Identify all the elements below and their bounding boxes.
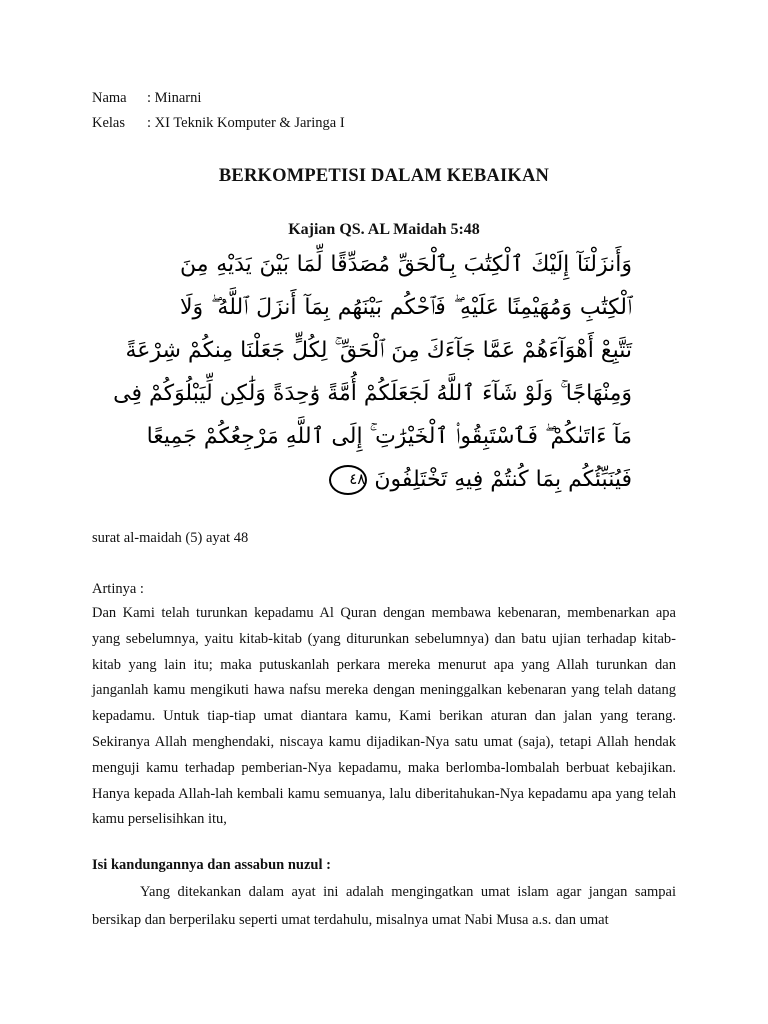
arabic-line: مَآ ءَاتَىٰكُمْ ۖ فَٱسْتَبِقُوا۟ ٱلْخَيْرَٰتِ ۚ إِلَى ٱللَّهِ مَرْجِعُكُمْ جَمِيعًا bbox=[146, 424, 632, 449]
class-value: : XI Teknik Komputer & Jaringa I bbox=[147, 115, 345, 131]
ayah-number-marker: ٤٨ bbox=[329, 465, 367, 495]
name-value: : Minarni bbox=[147, 90, 202, 106]
section-heading: Isi kandungannya dan assabun nuzul : bbox=[92, 857, 331, 873]
section-paragraph: Yang ditekankan dalam ayat ini adalah mengingatkan umat islam agar jangan sampai bersikap dan berperilaku seperti umat terdahulu, misalnya umat Nabi Musa a.s. dan umat bbox=[92, 884, 676, 928]
arabic-line: ٱلْكِتَٰبِ وَمُهَيْمِنًا عَلَيْهِ ۖ فَٱحْكُم بَيْنَهُم بِمَآ أَنزَلَ ٱللَّهُ ۖ وَلَا bbox=[180, 295, 632, 320]
translation-label: Artinya : bbox=[92, 581, 144, 597]
name-label: Nama bbox=[92, 90, 127, 106]
arabic-line-text: فَيُنَبِّئُكُم بِمَا كُنتُمْ فِيهِ تَخْتَلِفُونَ bbox=[374, 467, 632, 492]
student-name-row bbox=[92, 89, 201, 107]
student-class-row bbox=[92, 114, 345, 132]
translation-paragraph: Dan Kami telah turunkan kepadamu Al Quran dengan membawa kebenaran, membenarkan apa yang sebelumnya, yaitu kitab-kitab (yang diturunkan sebelumnya) dan batu ujian terhadap kitab-kitab yang lain itu; maka putuskanlah perkara mereka menurut apa yang Allah turunkan dan janganlah kamu mengikuti hawa nafsu mereka dengan meninggalkan kebenaran yang telah datang kepadamu. Untuk tiap-tiap umat diantara kamu, Kami berikan aturan dan jalan yang terang. Sekiranya Allah menghendaki, niscaya kamu dijadikan-Nya satu umat (saja), tetapi Allah hendak menguji kamu terhadap pemberian-Nya kepadamu, maka berlomba-lombalah berbuat kebajikan. Hanya kepada Allah-lah kembali kamu semuanya, lalu diberitahukan-Nya kepadamu apa yang telah kamu perselisihkan itu, bbox=[92, 605, 676, 828]
arabic-line: تَتَّبِعْ أَهْوَآءَهُمْ عَمَّا جَآءَكَ مِنَ ٱلْحَقِّ ۚ لِكُلٍّ جَعَلْنَا مِنكُمْ شِرْعَةً bbox=[125, 338, 632, 363]
surah-reference: surat al-maidah (5) ayat 48 bbox=[92, 530, 249, 546]
class-label: Kelas bbox=[92, 115, 126, 131]
document-title: BERKOMPETISI DALAM KEBAIKAN bbox=[218, 166, 550, 186]
arabic-line: وَمِنْهَاجًا ۚ وَلَوْ شَآءَ ٱللَّهُ لَجَعَلَكُمْ أُمَّةً وَٰحِدَةً وَلَٰكِن لِّيَبْلُوَكُمْ فِى bbox=[113, 381, 632, 406]
arabic-verse bbox=[113, 243, 632, 501]
arabic-line: وَأَنزَلْنَآ إِلَيْكَ ٱلْكِتَٰبَ بِٱلْحَقِّ مُصَدِّقًا لِّمَا بَيْنَ يَدَيْهِ مِنَ bbox=[180, 252, 632, 277]
document-subtitle: Kajian QS. AL Maidah 5:48 bbox=[288, 221, 480, 238]
arabic-line-last bbox=[180, 458, 632, 501]
